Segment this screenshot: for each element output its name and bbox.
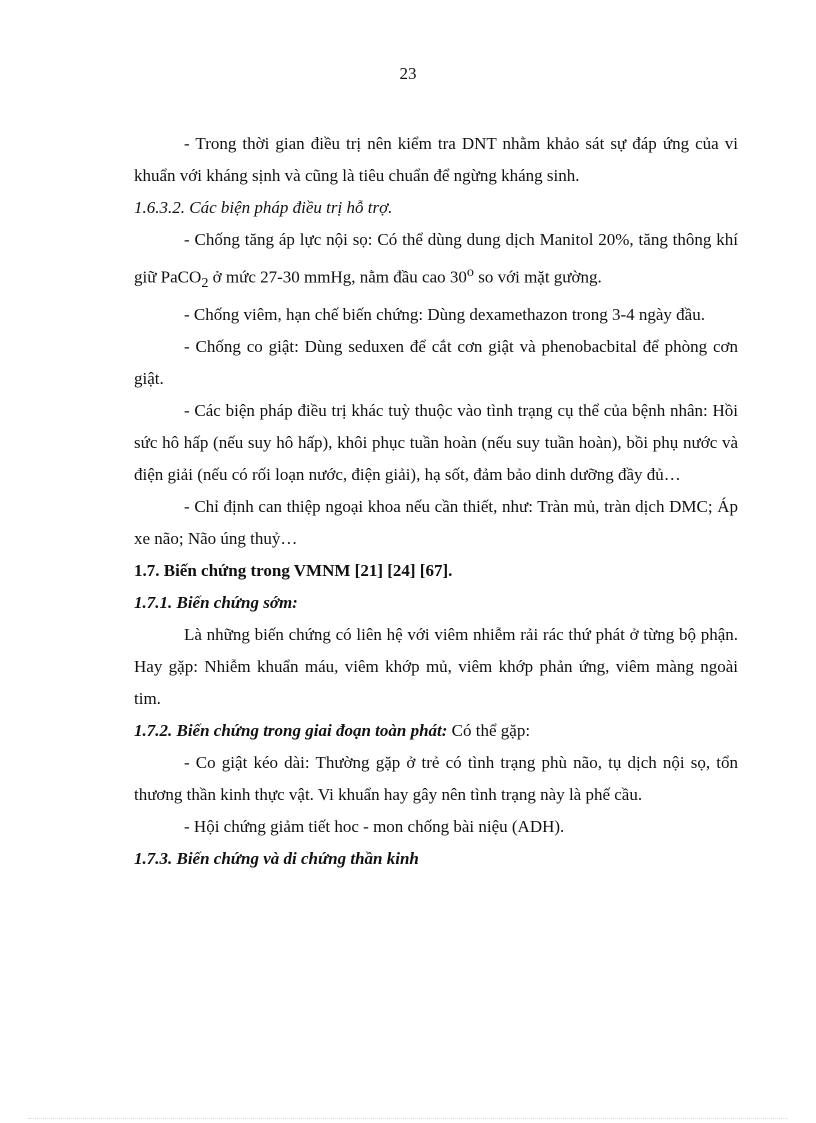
paragraph-prolonged-seizure: - Co giật kéo dài: Thường gặp ở trẻ có tình trạng phù não, tụ dịch nội sọ, tổn thương thần kinh thực vật. Vi khuẩn hay gây nên tình trạng này là phế cầu. — [134, 753, 738, 805]
paragraph-adh-syndrome: - Hội chứng giảm tiết hoc - mon chống bài niệu (ADH). — [184, 817, 565, 837]
paragraph-anti-inflammation: - Chống viêm, hạn chế biến chứng: Dùng dexamethazon trong 3-4 ngày đầu. — [184, 305, 705, 325]
document-body — [134, 128, 738, 875]
heading-1-7-2-tail: Có thể gặp: — [447, 721, 531, 741]
paragraph-surgery: - Chỉ định can thiệp ngoại khoa nếu cần thiết, như: Tràn mủ, tràn dịch DMC; Áp xe não; Não úng thuỷ… — [134, 497, 738, 549]
paragraph-early-complications: Là những biến chứng có liên hệ với viêm nhiễm rải rác thứ phát ở từng bộ phận. Hay gặp: Nhiễm khuẩn máu, viêm khớp mủ, viêm khớp phản ứng, viêm màng ngoài tim. — [134, 625, 738, 709]
page-bottom-divider — [28, 1118, 788, 1119]
heading-1-6-3-2: 1.6.3.2. Các biện pháp điều trị hỗ trợ. — [134, 198, 393, 217]
paragraph-intracranial-pressure — [134, 224, 738, 299]
paragraph-anti-seizure: - Chống co giật: Dùng seduxen để cắt cơn giật và phenobacbital để phòng cơn giật. — [134, 337, 738, 389]
heading-1-7-3: 1.7.3. Biến chứng và di chứng thần kinh — [134, 849, 419, 869]
superscript: o — [466, 264, 474, 280]
paragraph-csf-monitoring: - Trong thời gian điều trị nên kiểm tra DNT nhằm khảo sát sự đáp ứng của vi khuẩn với kháng sịnh và cũng là tiêu chuẩn để ngừng kháng sinh. — [134, 134, 738, 185]
paragraph-other-measures: - Các biện pháp điều trị khác tuỳ thuộc vào tình trạng cụ thể của bệnh nhân: Hồi sức hô hấp (nếu suy hô hấp), khôi phục tuần hoàn (nếu suy tuần hoàn), bồi phụ nước và điện giải (nếu có rối loạn nước, điện giải), hạ sốt, đảm bảo dinh dưỡng đầy đủ… — [134, 401, 738, 485]
heading-1-7-2-title: 1.7.2. Biến chứng trong giai đoạn toàn phát: — [134, 721, 448, 741]
heading-1-7-2 — [134, 715, 738, 747]
paragraph-text: ở mức 27-30 mmHg, nằm đầu cao 30 — [208, 267, 467, 287]
paragraph-text: so với mặt gường. — [473, 267, 602, 287]
heading-1-7: 1.7. Biến chứng trong VMNM [21] [24] [67]. — [134, 561, 453, 581]
subscript: 2 — [201, 275, 209, 292]
page-number: 23 — [399, 64, 417, 83]
paragraph-text: - Chống tăng áp lực nội sọ: Có thể dùng dung dịch Manitol 20%, tăng thông khí giữ PaCO — [134, 230, 738, 287]
heading-1-7-1: 1.7.1. Biến chứng sớm: — [134, 593, 298, 613]
